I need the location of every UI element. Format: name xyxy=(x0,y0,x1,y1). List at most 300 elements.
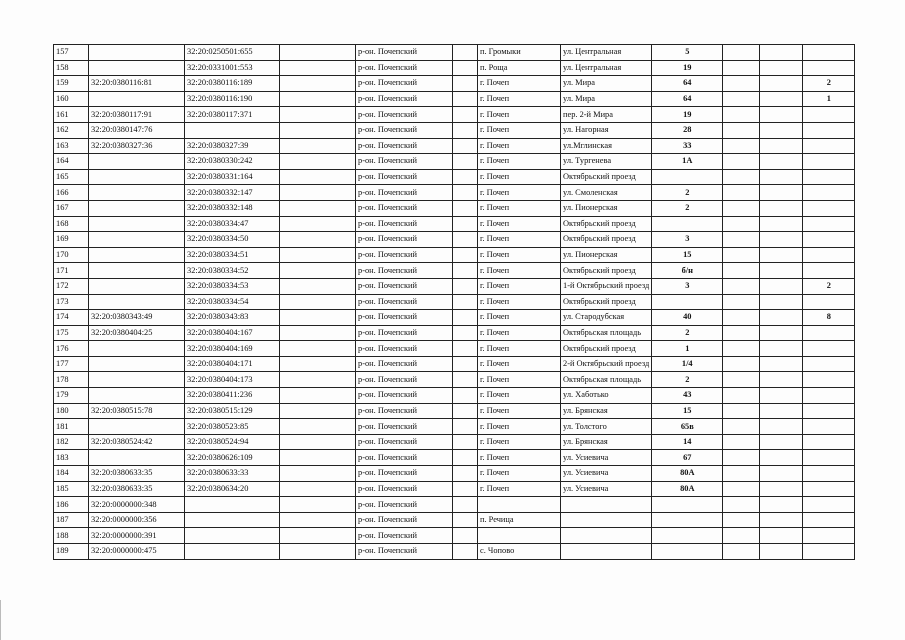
table-row xyxy=(54,200,855,216)
empty-cell xyxy=(723,138,760,154)
cadastral-number-parcel: 32:20:0380147:76 xyxy=(89,122,185,138)
district-cell: р-он. Почепский xyxy=(356,76,453,92)
cadastral-number-object: 32:20:0380411:236 xyxy=(185,388,280,404)
empty-cell xyxy=(453,138,478,154)
settlement-cell: г. Почеп xyxy=(478,200,561,216)
extra-number-cell xyxy=(803,294,855,310)
table-row xyxy=(54,481,855,497)
cadastral-number-object: 32:20:0380116:189 xyxy=(185,76,280,92)
settlement-cell: г. Почеп xyxy=(478,310,561,326)
row-number: 173 xyxy=(54,294,89,310)
cadastral-number-parcel: 32:20:0000000:391 xyxy=(89,528,185,544)
row-number: 158 xyxy=(54,60,89,76)
extra-number-cell xyxy=(803,528,855,544)
cadastral-number-object: 32:20:0380334:50 xyxy=(185,232,280,248)
district-cell: р-он. Почепский xyxy=(356,341,453,357)
house-number-cell: 3 xyxy=(652,232,723,248)
district-cell: р-он. Почепский xyxy=(356,403,453,419)
district-cell: р-он. Почепский xyxy=(356,169,453,185)
house-number-cell xyxy=(652,497,723,513)
cadastral-number-object: 32:20:0380117:371 xyxy=(185,107,280,123)
empty-cell xyxy=(760,372,803,388)
house-number-cell: 2 xyxy=(652,325,723,341)
extra-number-cell xyxy=(803,372,855,388)
district-cell: р-он. Почепский xyxy=(356,263,453,279)
extra-number-cell xyxy=(803,481,855,497)
row-number: 157 xyxy=(54,45,89,61)
settlement-cell: г. Почеп xyxy=(478,154,561,170)
empty-cell xyxy=(723,403,760,419)
empty-cell xyxy=(280,294,356,310)
empty-cell xyxy=(280,403,356,419)
street-cell xyxy=(561,512,652,528)
cadastral-number-object xyxy=(185,497,280,513)
district-cell: р-он. Почепский xyxy=(356,278,453,294)
house-number-cell: 43 xyxy=(652,388,723,404)
district-cell: р-он. Почепский xyxy=(356,200,453,216)
street-cell: ул. Мира xyxy=(561,91,652,107)
empty-cell xyxy=(723,341,760,357)
district-cell: р-он. Почепский xyxy=(356,232,453,248)
empty-cell xyxy=(723,263,760,279)
cadastral-number-object xyxy=(185,528,280,544)
table-row xyxy=(54,45,855,61)
cadastral-number-parcel xyxy=(89,278,185,294)
table-row xyxy=(54,325,855,341)
table-row xyxy=(54,341,855,357)
cadastral-number-parcel xyxy=(89,60,185,76)
empty-cell xyxy=(280,76,356,92)
street-cell: Октябрьский проезд xyxy=(561,263,652,279)
empty-cell xyxy=(760,200,803,216)
settlement-cell: г. Почеп xyxy=(478,247,561,263)
empty-cell xyxy=(760,122,803,138)
settlement-cell: г. Почеп xyxy=(478,122,561,138)
empty-cell xyxy=(280,45,356,61)
cadastral-number-parcel xyxy=(89,232,185,248)
extra-number-cell: 1 xyxy=(803,91,855,107)
house-number-cell: 19 xyxy=(652,60,723,76)
cadastral-number-parcel xyxy=(89,341,185,357)
empty-cell xyxy=(280,419,356,435)
empty-cell xyxy=(280,528,356,544)
empty-cell xyxy=(453,107,478,123)
table-row xyxy=(54,216,855,232)
district-cell: р-он. Почепский xyxy=(356,419,453,435)
street-cell xyxy=(561,497,652,513)
empty-cell xyxy=(453,419,478,435)
empty-cell xyxy=(723,216,760,232)
row-number: 178 xyxy=(54,372,89,388)
house-number-cell: 2 xyxy=(652,200,723,216)
empty-cell xyxy=(280,497,356,513)
extra-number-cell xyxy=(803,185,855,201)
empty-cell xyxy=(453,45,478,61)
empty-cell xyxy=(453,544,478,560)
district-cell: р-он. Почепский xyxy=(356,356,453,372)
empty-cell xyxy=(723,278,760,294)
cadastral-number-object: 32:20:0380404:171 xyxy=(185,356,280,372)
row-number: 165 xyxy=(54,169,89,185)
street-cell: Октябрьский проезд xyxy=(561,216,652,232)
street-cell: ул. Хаботько xyxy=(561,388,652,404)
extra-number-cell xyxy=(803,512,855,528)
street-cell: Октябрьский проезд xyxy=(561,341,652,357)
extra-number-cell xyxy=(803,341,855,357)
district-cell: р-он. Почепский xyxy=(356,388,453,404)
settlement-cell: г. Почеп xyxy=(478,185,561,201)
district-cell: р-он. Почепский xyxy=(356,372,453,388)
table-row xyxy=(54,154,855,170)
register-table xyxy=(53,44,855,560)
cadastral-number-parcel xyxy=(89,169,185,185)
street-cell: ул. Смоленская xyxy=(561,185,652,201)
empty-cell xyxy=(723,107,760,123)
street-cell: ул. Усиевича xyxy=(561,466,652,482)
extra-number-cell xyxy=(803,356,855,372)
house-number-cell: 67 xyxy=(652,450,723,466)
empty-cell xyxy=(760,76,803,92)
empty-cell xyxy=(453,216,478,232)
district-cell: р-он. Почепский xyxy=(356,512,453,528)
settlement-cell: г. Почеп xyxy=(478,294,561,310)
row-number: 172 xyxy=(54,278,89,294)
house-number-cell: 2 xyxy=(652,185,723,201)
settlement-cell: г. Почеп xyxy=(478,91,561,107)
cadastral-number-object: 32:20:0250501:655 xyxy=(185,45,280,61)
row-number: 179 xyxy=(54,388,89,404)
row-number: 177 xyxy=(54,356,89,372)
extra-number-cell: 8 xyxy=(803,310,855,326)
empty-cell xyxy=(453,200,478,216)
settlement-cell: г. Почеп xyxy=(478,419,561,435)
cadastral-number-parcel: 32:20:0380404:25 xyxy=(89,325,185,341)
table-row xyxy=(54,138,855,154)
district-cell: р-он. Почепский xyxy=(356,60,453,76)
empty-cell xyxy=(760,247,803,263)
extra-number-cell xyxy=(803,107,855,123)
settlement-cell: г. Почеп xyxy=(478,278,561,294)
empty-cell xyxy=(280,263,356,279)
empty-cell xyxy=(453,356,478,372)
empty-cell xyxy=(280,200,356,216)
empty-cell xyxy=(760,107,803,123)
house-number-cell: 1/4 xyxy=(652,356,723,372)
district-cell: р-он. Почепский xyxy=(356,325,453,341)
house-number-cell xyxy=(652,216,723,232)
row-number: 169 xyxy=(54,232,89,248)
empty-cell xyxy=(280,466,356,482)
settlement-cell: п. Речица xyxy=(478,512,561,528)
empty-cell xyxy=(453,91,478,107)
settlement-cell xyxy=(478,528,561,544)
empty-cell xyxy=(453,76,478,92)
empty-cell xyxy=(723,419,760,435)
empty-cell xyxy=(453,528,478,544)
settlement-cell: г. Почеп xyxy=(478,107,561,123)
empty-cell xyxy=(723,232,760,248)
empty-cell xyxy=(280,138,356,154)
house-number-cell: 14 xyxy=(652,434,723,450)
cadastral-number-object: 32:20:0380634:20 xyxy=(185,481,280,497)
table-row xyxy=(54,122,855,138)
table-row xyxy=(54,497,855,513)
empty-cell xyxy=(723,45,760,61)
empty-cell xyxy=(280,278,356,294)
empty-cell xyxy=(453,388,478,404)
row-number: 187 xyxy=(54,512,89,528)
empty-cell xyxy=(760,216,803,232)
empty-cell xyxy=(760,434,803,450)
empty-cell xyxy=(453,341,478,357)
empty-cell xyxy=(760,419,803,435)
empty-cell xyxy=(453,60,478,76)
district-cell: р-он. Почепский xyxy=(356,91,453,107)
table-row xyxy=(54,107,855,123)
district-cell: р-он. Почепский xyxy=(356,294,453,310)
district-cell: р-он. Почепский xyxy=(356,481,453,497)
extra-number-cell xyxy=(803,263,855,279)
street-cell: ул. Усиевича xyxy=(561,450,652,466)
settlement-cell: п. Роща xyxy=(478,60,561,76)
house-number-cell xyxy=(652,294,723,310)
row-number: 185 xyxy=(54,481,89,497)
extra-number-cell xyxy=(803,247,855,263)
empty-cell xyxy=(760,185,803,201)
empty-cell xyxy=(723,388,760,404)
row-number: 167 xyxy=(54,200,89,216)
settlement-cell: п. Громыки xyxy=(478,45,561,61)
empty-cell xyxy=(280,512,356,528)
empty-cell xyxy=(760,60,803,76)
empty-cell xyxy=(280,185,356,201)
cadastral-number-object: 32:20:0380404:173 xyxy=(185,372,280,388)
empty-cell xyxy=(760,403,803,419)
cadastral-number-object: 32:20:0380334:52 xyxy=(185,263,280,279)
row-number: 175 xyxy=(54,325,89,341)
row-number: 159 xyxy=(54,76,89,92)
street-cell: ул. Усиевича xyxy=(561,481,652,497)
empty-cell xyxy=(723,544,760,560)
settlement-cell: г. Почеп xyxy=(478,341,561,357)
row-number: 162 xyxy=(54,122,89,138)
street-cell: Октябрьский проезд xyxy=(561,169,652,185)
empty-cell xyxy=(760,294,803,310)
row-number: 184 xyxy=(54,466,89,482)
extra-number-cell xyxy=(803,60,855,76)
empty-cell xyxy=(723,512,760,528)
house-number-cell: 1А xyxy=(652,154,723,170)
district-cell: р-он. Почепский xyxy=(356,528,453,544)
cadastral-number-parcel xyxy=(89,200,185,216)
cadastral-number-parcel xyxy=(89,185,185,201)
district-cell: р-он. Почепский xyxy=(356,138,453,154)
house-number-cell: 15 xyxy=(652,247,723,263)
cadastral-number-parcel xyxy=(89,294,185,310)
empty-cell xyxy=(453,232,478,248)
empty-cell xyxy=(280,434,356,450)
cadastral-number-object xyxy=(185,544,280,560)
cadastral-number-parcel: 32:20:0380515:78 xyxy=(89,403,185,419)
cadastral-number-parcel xyxy=(89,450,185,466)
district-cell: р-он. Почепский xyxy=(356,310,453,326)
row-number: 189 xyxy=(54,544,89,560)
row-number: 186 xyxy=(54,497,89,513)
cadastral-number-object: 32:20:0380334:54 xyxy=(185,294,280,310)
street-cell: ул. Брянская xyxy=(561,434,652,450)
empty-cell xyxy=(453,497,478,513)
empty-cell xyxy=(723,294,760,310)
cadastral-number-parcel: 32:20:0000000:475 xyxy=(89,544,185,560)
settlement-cell: г. Почеп xyxy=(478,356,561,372)
cadastral-number-parcel xyxy=(89,356,185,372)
empty-cell xyxy=(760,232,803,248)
row-number: 164 xyxy=(54,154,89,170)
empty-cell xyxy=(723,122,760,138)
cadastral-number-object: 32:20:0331001:553 xyxy=(185,60,280,76)
cadastral-number-object: 32:20:0380332:148 xyxy=(185,200,280,216)
empty-cell xyxy=(280,247,356,263)
house-number-cell: 28 xyxy=(652,122,723,138)
table-row xyxy=(54,185,855,201)
empty-cell xyxy=(280,310,356,326)
extra-number-cell xyxy=(803,45,855,61)
cadastral-number-parcel: 32:20:0380116:81 xyxy=(89,76,185,92)
empty-cell xyxy=(723,76,760,92)
table-row xyxy=(54,544,855,560)
table-row xyxy=(54,419,855,435)
row-number: 181 xyxy=(54,419,89,435)
settlement-cell: г. Почеп xyxy=(478,232,561,248)
extra-number-cell: 2 xyxy=(803,76,855,92)
cadastral-number-object: 32:20:0380331:164 xyxy=(185,169,280,185)
settlement-cell: г. Почеп xyxy=(478,481,561,497)
empty-cell xyxy=(760,169,803,185)
cadastral-number-parcel xyxy=(89,216,185,232)
empty-cell xyxy=(280,325,356,341)
table-row xyxy=(54,91,855,107)
cadastral-number-object: 32:20:0380343:83 xyxy=(185,310,280,326)
district-cell: р-он. Почепский xyxy=(356,466,453,482)
empty-cell xyxy=(723,325,760,341)
empty-cell xyxy=(453,169,478,185)
house-number-cell: 2 xyxy=(652,372,723,388)
house-number-cell: 15 xyxy=(652,403,723,419)
extra-number-cell xyxy=(803,216,855,232)
street-cell: ул. Нагорная xyxy=(561,122,652,138)
empty-cell xyxy=(453,434,478,450)
street-cell xyxy=(561,528,652,544)
table-row xyxy=(54,60,855,76)
empty-cell xyxy=(760,497,803,513)
house-number-cell: 65в xyxy=(652,419,723,435)
empty-cell xyxy=(280,356,356,372)
settlement-cell: г. Почеп xyxy=(478,76,561,92)
cadastral-number-parcel: 32:20:0380524:42 xyxy=(89,434,185,450)
empty-cell xyxy=(723,247,760,263)
row-number: 180 xyxy=(54,403,89,419)
cadastral-number-parcel xyxy=(89,91,185,107)
row-number: 182 xyxy=(54,434,89,450)
empty-cell xyxy=(723,356,760,372)
cadastral-number-parcel: 32:20:0380117:91 xyxy=(89,107,185,123)
table-row xyxy=(54,356,855,372)
extra-number-cell xyxy=(803,544,855,560)
house-number-cell: 80А xyxy=(652,481,723,497)
district-cell: р-он. Почепский xyxy=(356,434,453,450)
empty-cell xyxy=(760,263,803,279)
street-cell: ул.Мглинская xyxy=(561,138,652,154)
extra-number-cell xyxy=(803,122,855,138)
row-number: 174 xyxy=(54,310,89,326)
table-row xyxy=(54,294,855,310)
empty-cell xyxy=(760,278,803,294)
empty-cell xyxy=(760,91,803,107)
empty-cell xyxy=(453,294,478,310)
cadastral-number-parcel xyxy=(89,419,185,435)
empty-cell xyxy=(760,325,803,341)
empty-cell xyxy=(760,512,803,528)
cadastral-number-object xyxy=(185,122,280,138)
empty-cell xyxy=(453,310,478,326)
table-row xyxy=(54,528,855,544)
street-cell: ул. Пионерская xyxy=(561,200,652,216)
empty-cell xyxy=(453,372,478,388)
settlement-cell: г. Почеп xyxy=(478,169,561,185)
extra-number-cell xyxy=(803,466,855,482)
district-cell: р-он. Почепский xyxy=(356,107,453,123)
house-number-cell: б/н xyxy=(652,263,723,279)
table-row xyxy=(54,169,855,185)
extra-number-cell xyxy=(803,450,855,466)
house-number-cell xyxy=(652,528,723,544)
empty-cell xyxy=(760,154,803,170)
street-cell: ул. Толстого xyxy=(561,419,652,435)
settlement-cell: г. Почеп xyxy=(478,372,561,388)
cadastral-number-parcel xyxy=(89,154,185,170)
house-number-cell: 3 xyxy=(652,278,723,294)
table-row xyxy=(54,450,855,466)
row-number: 171 xyxy=(54,263,89,279)
cadastral-number-parcel: 32:20:0000000:348 xyxy=(89,497,185,513)
extra-number-cell xyxy=(803,200,855,216)
street-cell: Октябрьская площадь xyxy=(561,372,652,388)
empty-cell xyxy=(760,481,803,497)
settlement-cell: г. Почеп xyxy=(478,466,561,482)
cadastral-number-object xyxy=(185,512,280,528)
settlement-cell: г. Почеп xyxy=(478,216,561,232)
empty-cell xyxy=(760,528,803,544)
row-number: 170 xyxy=(54,247,89,263)
empty-cell xyxy=(723,200,760,216)
street-cell: ул. Центральная xyxy=(561,45,652,61)
settlement-cell: г. Почеп xyxy=(478,388,561,404)
empty-cell xyxy=(723,450,760,466)
empty-cell xyxy=(453,403,478,419)
empty-cell xyxy=(723,91,760,107)
table-row xyxy=(54,278,855,294)
cadastral-number-object: 32:20:0380404:167 xyxy=(185,325,280,341)
empty-cell xyxy=(760,138,803,154)
empty-cell xyxy=(723,497,760,513)
empty-cell xyxy=(280,372,356,388)
empty-cell xyxy=(760,544,803,560)
extra-number-cell xyxy=(803,232,855,248)
settlement-cell: г. Почеп xyxy=(478,325,561,341)
district-cell: р-он. Почепский xyxy=(356,450,453,466)
extra-number-cell xyxy=(803,434,855,450)
street-cell: 1-й Октябрьский проезд xyxy=(561,278,652,294)
